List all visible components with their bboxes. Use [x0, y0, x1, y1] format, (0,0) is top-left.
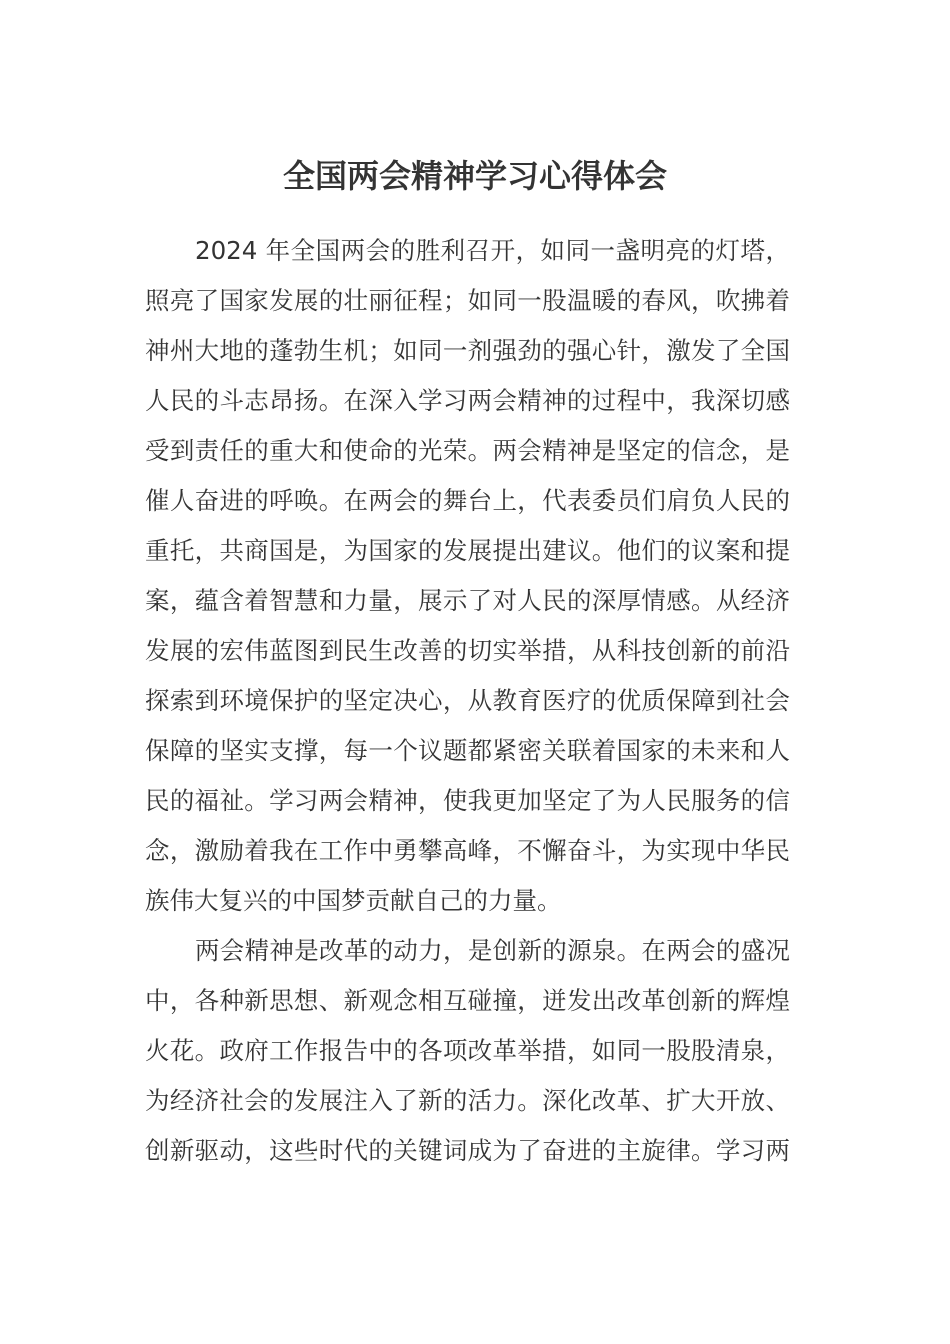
- paragraph-line: 发展的宏伟蓝图到民生改善的切实举措，从科技创新的前沿: [145, 636, 790, 665]
- paragraph-line: 人民的斗志昂扬。在深入学习两会精神的过程中，我深切感: [145, 386, 790, 415]
- paragraph-line: 案，蕴含着智慧和力量，展示了对人民的深厚情感。从经济: [145, 586, 790, 615]
- paragraph-line: 创新驱动，这些时代的关键词成为了奋进的主旋律。学习两: [145, 1136, 790, 1165]
- paragraph-line: 神州大地的蓬勃生机；如同一剂强劲的强心针，激发了全国: [145, 336, 790, 365]
- paragraph-line: 照亮了国家发展的壮丽征程；如同一股温暖的春风，吹拂着: [145, 286, 790, 315]
- paragraph-line: 火花。政府工作报告中的各项改革举措，如同一股股清泉，: [145, 1036, 790, 1065]
- paragraph-2: [145, 926, 790, 1176]
- paragraph-line: 族伟大复兴的中国梦贡献自己的力量。: [145, 886, 562, 915]
- paragraph-line: 保障的坚实支撑，每一个议题都紧密关联着国家的未来和人: [145, 736, 790, 765]
- paragraph-line: 两会精神是改革的动力，是创新的源泉。在两会的盛况: [195, 936, 790, 965]
- paragraph-line: 2024 年全国两会的胜利召开，如同一盏明亮的灯塔，: [195, 236, 790, 265]
- paragraph-line: 为经济社会的发展注入了新的活力。深化改革、扩大开放、: [145, 1086, 790, 1115]
- paragraph-line: 探索到环境保护的坚定决心，从教育医疗的优质保障到社会: [145, 686, 790, 715]
- paragraph-line: 受到责任的重大和使命的光荣。两会精神是坚定的信念，是: [145, 436, 790, 465]
- paragraph-line: 民的福祉。学习两会精神，使我更加坚定了为人民服务的信: [145, 786, 790, 815]
- document-title: 全国两会精神学习心得体会: [282, 157, 667, 195]
- paragraph-line: 念，激励着我在工作中勇攀高峰，不懈奋斗，为实现中华民: [145, 836, 790, 865]
- document-body: [145, 226, 790, 1176]
- paragraph-line: 催人奋进的呼唤。在两会的舞台上，代表委员们肩负人民的: [145, 486, 790, 515]
- paragraph-line: 重托，共商国是，为国家的发展提出建议。他们的议案和提: [145, 536, 790, 565]
- paragraph-1: [145, 226, 790, 926]
- paragraph-line: 中，各种新思想、新观念相互碰撞，迸发出改革创新的辉煌: [145, 986, 790, 1015]
